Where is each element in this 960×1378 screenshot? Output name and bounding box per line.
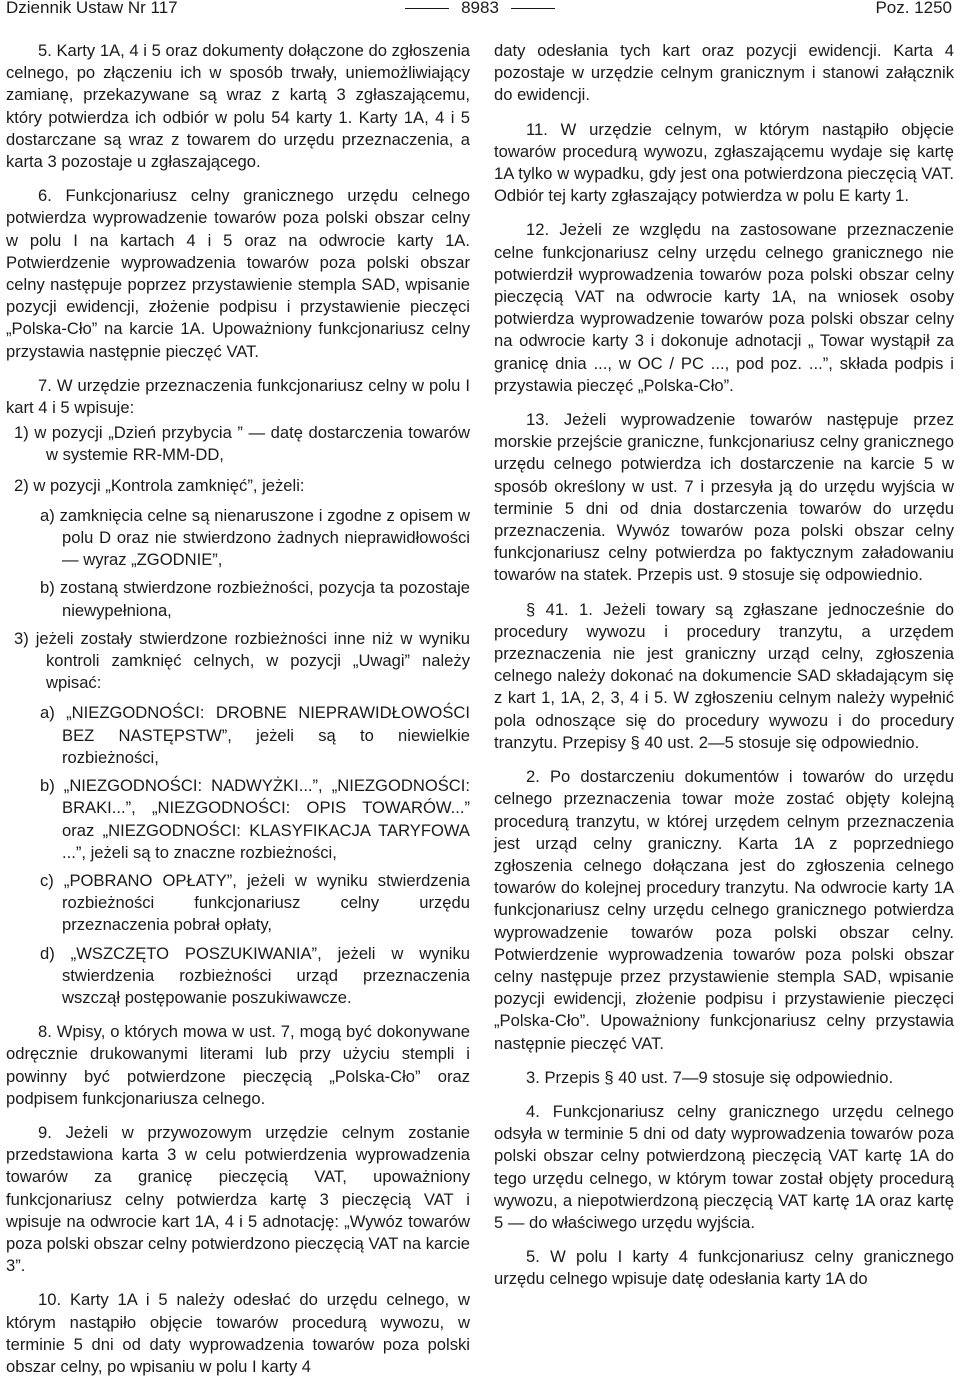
list-item-7-2: 2) w pozycji „Kontrola zamknięć”, jeżeli: — [14, 475, 305, 495]
dash-right — [511, 8, 555, 9]
paragraph-11: 11. W urzędzie celnym, w którym nastąpiło objęcie towarów procedurą wywozu, zgłaszającemu wydaje się kartę 1A tylko w wypadku, gdy jest ona potwierdzona pieczęcią VAT. Odbiór tej karty zgłaszający potwierdza w polu E karty 1. — [494, 119, 954, 206]
paragraph-9: 9. Jeżeli w przywozowym urzędzie celnym zostanie przedstawiona karta 3 w celu potwierdzenia wyprowadzenia towarów za granicę pieczęcią VAT, upoważniony funkcjonariusz celny potwierdza kartę 3 pieczęcią VAT i wpisuje na odwrocie kart 1A, 4 i 5 adnotację: „Wywóz towarów poza polski obszar celny potwierdzono pieczęcią VAT na karcie 3”. — [6, 1122, 470, 1276]
right-column — [494, 40, 954, 1291]
section-41-3: 3. Przepis § 40 ust. 7—9 stosuje się odpowiednio. — [526, 1067, 894, 1087]
section-41-4: 4. Funkcjonariusz celny granicznego urzędu celnego odsyła w terminie 5 dni od daty wyprowadzenia towarów poza polski obszar celny potwierdzoną pieczęcią VAT kartę 1A do tego urzędu celnego, w którym towar został objęty procedurą wywozu, a niepotwierdzoną pieczęcią VAT kartę 1A oraz kartę 5 — do właściwego urzędu wyjścia. — [494, 1101, 954, 1232]
list-item-7-3b: b) „NIEZGODNOŚCI: NADWYŻKI...”, „NIEZGODNOŚCI: BRAKI...”, „NIEZGODNOŚCI: OPIS TOWARÓW...” oraz „NIEZGODNOŚCI: KLASYFIKACJA TARYFOWA ...”, jeżeli są to znaczne rozbieżności, — [40, 776, 470, 862]
paragraph-8: 8. Wpisy, o których mowa w ust. 7, mogą być dokonywane odręcznie drukowanymi literami lub przy użyciu stempli i powinny być potwierdzone pieczęcią „Polska-Cło” oraz podpisem funkcjonariusza celnego. — [6, 1022, 470, 1108]
paragraph-10: 10. Karty 1A i 5 należy odesłać do urzędu celnego, w którym nastąpiło objęcie towarów procedurą wywozu, w terminie 5 dni od daty wyprowadzenia towarów poza polski obszar celny, po wpisaniu w polu I karty 4 — [6, 1290, 470, 1376]
position-number: Poz. 1250 — [875, 0, 952, 17]
journal-title: Dziennik Ustaw Nr 117 — [6, 0, 178, 17]
list-item-7-3c: c) „POBRANO OPŁATY”, jeżeli w wyniku stwierdzenia rozbieżności funkcjonariusz celny urzędu przeznaczenia pobrał opłaty, — [40, 870, 470, 935]
list-item-7-3a: a) „NIEZGODNOŚCI: DROBNE NIEPRAWIDŁOWOŚCI BEZ NASTĘPSTW”, jeżeli są to niewielkie rozbieżności, — [40, 703, 470, 767]
paragraph-7: 7. W urzędzie przeznaczenia funkcjonariusz celny w polu I kart 4 i 5 wpisuje: — [6, 375, 470, 418]
left-column — [6, 40, 470, 1378]
section-41-1: § 41. 1. Jeżeli towary są zgłaszane jednocześnie do procedury wywozu i procedury tranzytu, a urzędem przeznaczenia nie jest graniczny urząd celny, zgłoszenia celnego należy dokonać na dokumencie SAD składającym się z kart 1, 1A, 2, 3, 4 i 5. W zgłoszeniu celnym należy wypełnić pola odnoszące się do procedury wywozu i do procedury tranzytu. Przepisy § 40 ust. 2—5 stosuje się odpowiednio. — [494, 599, 954, 752]
page-number: 8983 — [461, 0, 499, 17]
section-41-5: 5. W polu I karty 4 funkcjonariusz celny granicznego urzędu celnego wpisuje datę odesłania karty 1A do — [494, 1247, 954, 1289]
page-number-block — [0, 0, 960, 19]
paragraph-5: 5. Karty 1A, 4 i 5 oraz dokumenty dołączone do zgłoszenia celnego, po złączeniu ich w sposób trwały, uniemożliwiający zamianę, przekazywane są wraz z kartą 3 zgłaszającemu, który potwierdza ich odbiór w polu 54 karty 1. Karty 1A, 4 i 5 dostarczane są wraz z towarem do urzędu przeznaczenia, a karta 3 pozostaje u zgłaszającego. — [6, 41, 470, 172]
list-item-7-2b: b) zostaną stwierdzone rozbieżności, pozycja ta pozostaje niewypełniona, — [40, 578, 470, 620]
list-item-7-3d: d) „WSZCZĘTO POSZUKIWANIA”, jeżeli w wyniku stwierdzenia rozbieżności urząd przeznaczenia wszczął postępowanie poszukiwawcze. — [40, 943, 470, 1007]
list-item-7-3: 3) jeżeli zostały stwierdzone rozbieżności inne niż w wyniku kontroli zamknięć celnych, w pozycji „Uwagi” należy wpisać: — [14, 628, 470, 693]
page-header — [0, 0, 960, 22]
paragraph-12: 12. Jeżeli ze względu na zastosowane przeznaczenie celne funkcjonariusz celny urzędu celnego granicznego nie potwierdził wyprowadzenia towarów poza polski obszar celny pieczęcią VAT na odwrocie karty 1A, na wniosek osoby potwierdza wyprowadzenie towarów poza polski obszar celny na odwrocie karty 3 i dokonuje adnotacji „ Towar wystąpił za granicę dnia ..., w OC / PC ..., pod poz. ...”, składa podpis i przystawia pieczęć „Polska-Cło”. — [494, 220, 954, 395]
section-41-2: 2. Po dostarczeniu dokumentów i towarów do urzędu celnego przeznaczenia towar może zostać objęty kolejną procedurą tranzytu, w której urzędem celnym przeznaczenia jest urząd celny graniczny. Karta 1A z poprzedniego zgłoszenia celnego dołączana jest do zgłoszenia celnego towarów do kolejnej procedury tranzytu. Na odwrocie karty 1A funkcjonariusz celny urzędu celnego granicznego potwierdza wyprowadzenie towarów poza polski obszar celny. Potwierdzenie wyprowadzenia towarów poza polski obszar celny następuje przez przystawienie stempla SAD, wpisanie pozycji ewidencji, złożenie podpisu i przystawienie pieczęci „Polska-Cło”. Upoważniony funkcjonariusz celny przystawia następnie pieczęć VAT. — [494, 767, 954, 1053]
paragraph-10-continued: daty odesłania tych kart oraz pozycji ewidencji. Karta 4 pozostaje w urzędzie celnym granicznym i stanowi załącznik do ewidencji. — [494, 41, 954, 105]
paragraph-6: 6. Funkcjonariusz celny granicznego urzędu celnego potwierdza wyprowadzenie towarów poza polski obszar celny w polu I na kartach 4 i 5 oraz na odwrocie karty 1A. Potwierdzenie wyprowadzenia towarów poza polski obszar celny następuje poprzez przystawienie stempla SAD, wpisanie pozycji ewidencji, złożenie podpisu i przystawienie pieczęci „Polska-Cło” na karcie 1A. Upoważniony funkcjonariusz celny przystawia następnie pieczęć VAT. — [6, 186, 470, 361]
list-item-7-2a: a) zamknięcia celne są nienaruszone i zgodne z opisem w polu D oraz nie stwierdzono żadnych nieprawidłowości — wyraz „ZGODNIE”, — [40, 505, 470, 570]
paragraph-13: 13. Jeżeli wyprowadzenie towarów następuje przez morskie przejście graniczne, funkcjonariusz celny granicznego urzędu celnego potwierdza ich dostarczenie na karcie 5 w sposób określony w ust. 7 i przesyła ją do urzędu wyjścia w terminie 5 dni od dnia dostarczenia towarów do urzędu przeznaczenia. Wywóz towarów poza polski obszar celny funkcjonariusz celny potwierdza po faktycznym załadowaniu towarów na statek. Przepis ust. 9 stosuje się odpowiednio. — [494, 410, 954, 585]
dash-left — [405, 8, 449, 9]
list-item-7-1: 1) w pozycji „Dzień przybycia ” — datę dostarczenia towarów w systemie RR-MM-DD, — [14, 423, 470, 465]
